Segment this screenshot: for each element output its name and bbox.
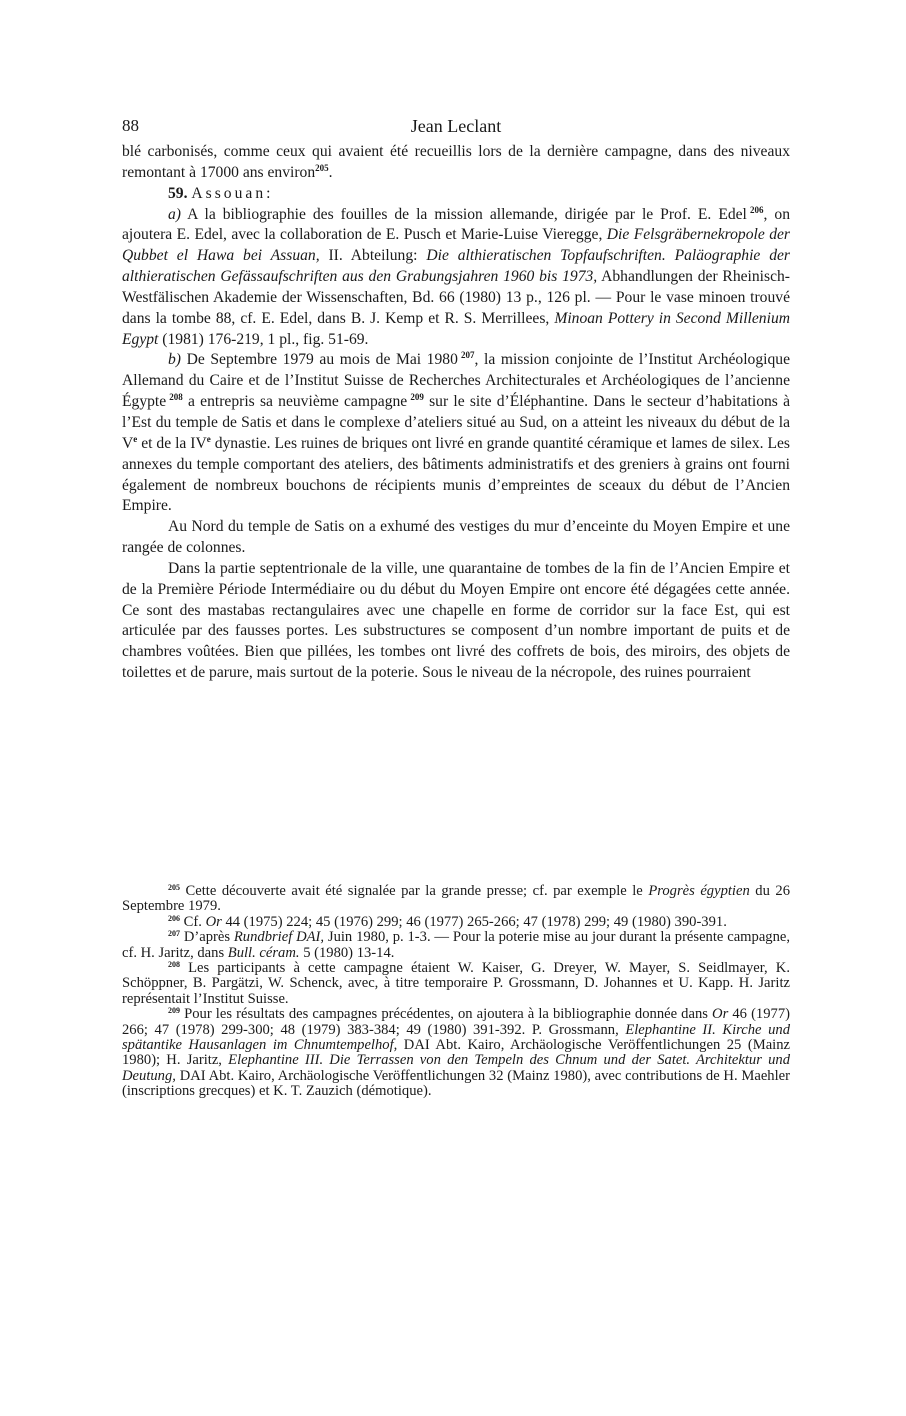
section-heading <box>122 184 790 205</box>
main-text <box>122 142 790 684</box>
section-title: Assouan: <box>191 184 274 202</box>
footnote-207: $^{207}$ D’après Rundbrief DAI, Juin 1980, p. 1-3. — Pour la poterie mise au jour durant la présente campagne, cf. H. Jaritz, dans Bull. céram. 5 (1980) 13-14. <box>122 929 791 961</box>
footnote-205: $^{205}$ Cette découverte avait été signalée par la grande presse; cf. par exemple le Progrès égyptien du 26 Septembre 1979. <box>122 883 790 915</box>
footnote-ref: 206 <box>750 204 764 215</box>
paragraph-b: b) De Septembre 1979 au mois de Mai 1980 $^{207}$, la mission conjointe de l’Institut Archéologique Allemand du Caire et de l’Institut Suisse de Recherches Architecturales et Archéologiques de l’ancienne Égypte $^{208}$ a entrepris sa neuvième campagne $^{209}$ sur le site d’Éléphantine. Dans le secteur d’habitations à l’Est du temple de Satis et dans le complexe d’ateliers situé au Sud, on a atteint les niveaux du début de la Ve et de la IVe dynastie. Les ruines de briques ont livré en grande quantité céramique et lames de silex. Les annexes du temple comportant des ateliers, des bâtiments administratifs et des greniers à grains ont fourni également de nombreux bouchons de récipients munis d’empreintes de sceaux du début de l’Ancien Empire. <box>122 350 790 515</box>
footnotes <box>122 884 790 1100</box>
footnote-ref: 209 <box>410 392 424 403</box>
section-number: 59. <box>168 184 188 202</box>
footnote-ref: 207 <box>461 350 475 361</box>
footnote-ref: 205 <box>315 162 329 173</box>
paragraph-nord: Au Nord du temple de Satis on a exhumé des vestiges du mur d’enceinte du Moyen Empire et une rangée de colonnes. <box>122 518 790 557</box>
footnote-209: $^{209}$ Pour les résultats des campagnes précédentes, on ajoutera à la bibliographie donnée dans Or 46 (1977) 266; 47 (1978) 299-300; 48 (1979) 383-384; 49 (1980) 391-392. P. Grossmann, Elephantine II. Kirche und spätantike Hausanlagen im Chnumtempelhof, DAI Abt. Kairo, Archäologische Veröffentlichungen 25 (Mainz 1980); H. Jaritz, Elephantine III. Die Terrassen von den Tempeln des Chnum und der Satet. Architektur und Deutung, DAI Abt. Kairo, Archäologische Veröffentlichungen 32 (Mainz 1980), avec contributions de H. Maehler (inscriptions grecques) et K. T. Zauzich (démotique). <box>122 1006 791 1100</box>
footnote-ref: 208 <box>169 392 183 403</box>
running-author: Jean Leclant <box>410 116 502 136</box>
paragraph-a: a) A la bibliographie des fouilles de la mission allemande, dirigée par le Prof. E. Edel $^{206}$, on ajoutera E. Edel, avec la collaboration de E. Pusch et Marie-Luise Vieregge, Die Felsgräbernekropole der Qubbet el Hawa bei Assuan, II. Abteilung: Die althieratischen Topfaufschriften. Paläographie der althieratischen Gefässaufschriften aus den Grabungsjahren 1960 bis 1973, Abhandlungen der Rheinisch-Westfälischen Akademie der Wissenschaften, Bd. 66 (1980) 13 p., 126 pl. — Pour le vase minoen trouvé dans la tombe 88, cf. E. Edel, dans B. J. Kemp et R. S. Merrillees, Minoan Pottery in Second Millenium Egypt (1981) 176-219, 1 pl., fig. 51-69. <box>122 204 791 348</box>
footnote-208: $^{208}$ Les participants à cette campagne étaient W. Kaiser, G. Dreyer, W. Mayer, S. Seidlmayer, K. Schöppner, B. Pargätzi, W. Schenck, avec, à titre temporaire P. Grossmann, D. Johannes et U. Kapp. H. Jaritz représentait l’Institut Suisse. <box>122 960 790 1007</box>
running-header <box>122 112 790 140</box>
footnote-206: $^{206}$ Cf. Or 44 (1975) 224; 45 (1976) 299; 46 (1977) 265-266; 47 (1978) 299; 49 (1980) 390-391. <box>168 913 727 930</box>
continued-paragraph: blé carbonisés, comme ceux qui avaient été recueillis lors de la dernière campagne, dans des niveaux remontant à 17000 ans environ$^{205}$. <box>122 143 790 181</box>
page <box>122 112 790 684</box>
paragraph-septentrionale: Dans la partie septentrionale de la ville, une quarantaine de tombes de la fin de l’Ancien Empire et de la Première Période Intermédiaire ou du début du Moyen Empire ont encore été dégagées cette année. Ce sont des mastabas rectangulaires avec une chapelle en forme de corridor sur la face Est, qui est articulée par des fausses portes. Les substructures se composent d’un nombre important de puits et de chambres voûtées. Bien que pillées, les tombes ont livré des coffrets de bois, des miroirs, des objets de toilettes et de parure, mais surtout de la poterie. Sous le niveau de la nécropole, des ruines pourraient <box>122 559 790 682</box>
page-number: 88 <box>122 116 139 135</box>
